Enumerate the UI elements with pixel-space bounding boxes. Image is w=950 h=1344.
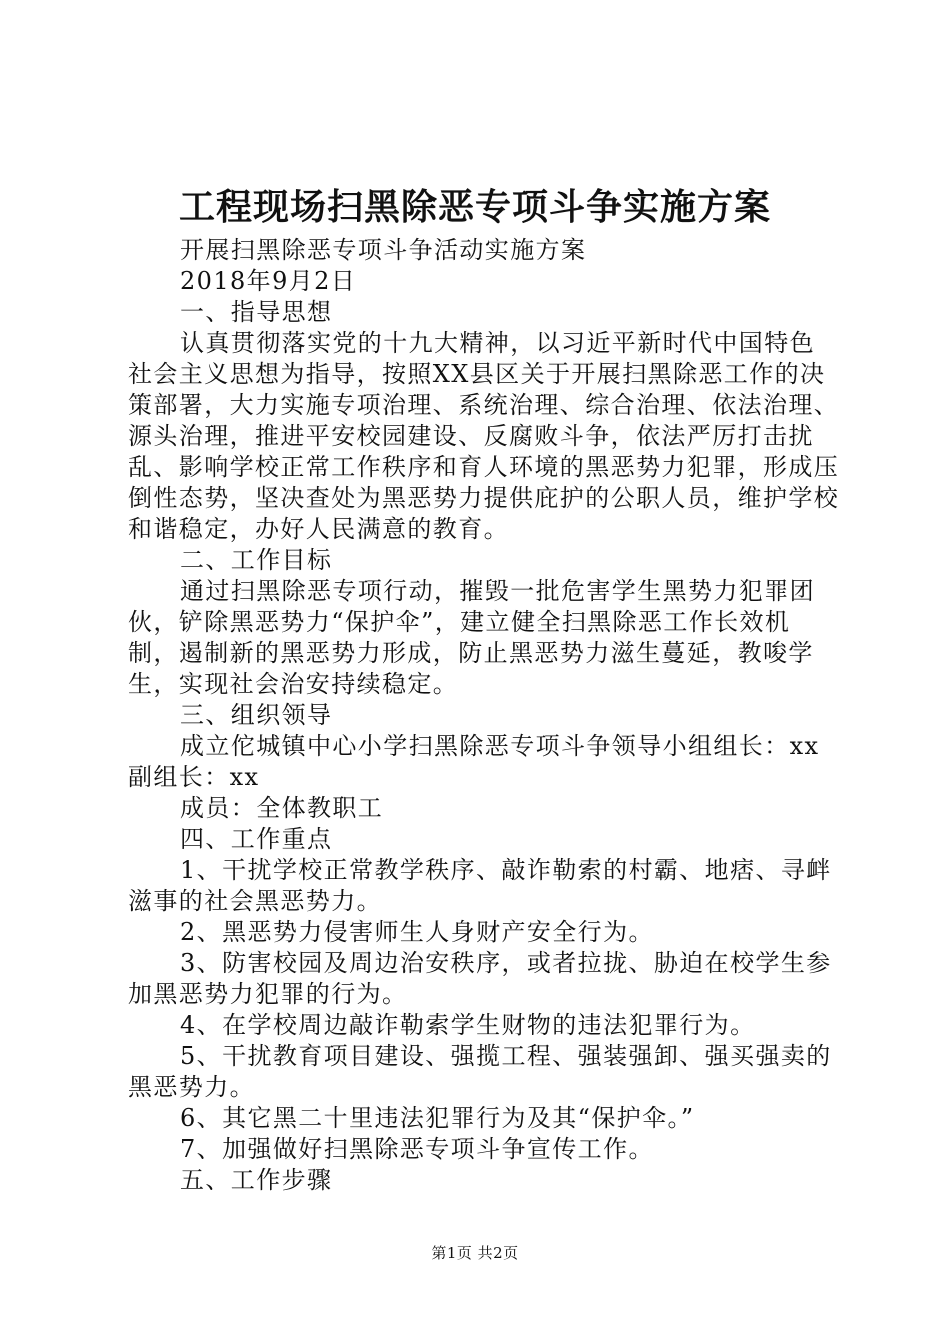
work-focus-item: 2、黑恶势力侵害师生人身财产安全行为。 <box>180 918 654 946</box>
leadership-group-paragraph: 成立佗城镇中心小学扫黑除恶专项斗争领导小组组长：xx副组长：xx <box>128 732 820 791</box>
section-heading-work-goals: 二、工作目标 <box>180 546 333 574</box>
section-heading-leadership: 三、组织领导 <box>180 701 333 729</box>
work-focus-item: 3、防害校园及周边治安秩序，或者拉拢、胁迫在校学生参加黑恶势力犯罪的行为。 <box>128 949 832 1008</box>
work-focus-item: 4、在学校周边敲诈勒索学生财物的违法犯罪行为。 <box>180 1011 756 1039</box>
date-paragraph: 2018年9月2日 <box>180 267 357 295</box>
work-focus-item: 1、干扰学校正常教学秩序、敲诈勒索的村霸、地痞、寻衅滋事的社会黑恶势力。 <box>128 856 832 915</box>
section-heading-guiding-ideology: 一、指导思想 <box>180 298 333 326</box>
document-body <box>128 235 840 1196</box>
work-focus-item: 7、加强做好扫黑除恶专项斗争宣传工作。 <box>180 1135 654 1163</box>
section-heading-work-focus: 四、工作重点 <box>180 825 333 853</box>
work-focus-item: 6、其它黑二十里违法犯罪行为及其“保护伞。” <box>180 1104 695 1132</box>
page-footer: 第1页 共2页 <box>431 1244 519 1262</box>
document-title: 工程现场扫黑除恶专项斗争实施方案 <box>178 186 771 228</box>
guiding-ideology-paragraph: 认真贯彻落实党的十九大精神，以习近平新时代中国特色社会主义思想为指导，按照XX县区关于开展扫黑除恶工作的决策部署，大力实施专项治理、系统治理、综合治理、依法治理、源头治理，推进平安校园建设、反腐败斗争，依法严厉打击扰乱、影响学校正常工作秩序和育人环境的黑恶势力犯罪，形成压倒性态势，坚决查处为黑恶势力提供庇护的公职人员，维护学校和谐稳定，办好人民满意的教育。 <box>128 329 840 543</box>
work-goals-paragraph: 通过扫黑除恶专项行动，摧毁一批危害学生黑势力犯罪团伙，铲除黑恶势力“保护伞”，建立健全扫黑除恶工作长效机制，遏制新的黑恶势力形成，防止黑恶势力滋生蔓延，教唆学生，实现社会治安持续稳定。 <box>128 577 815 698</box>
members-paragraph: 成员：全体教职工 <box>180 794 384 822</box>
section-heading-work-steps: 五、工作步骤 <box>180 1166 333 1194</box>
subtitle-paragraph: 开展扫黑除恶专项斗争活动实施方案 <box>180 236 587 264</box>
work-focus-item: 5、干扰教育项目建设、强揽工程、强装强卸、强买强卖的黑恶势力。 <box>128 1042 832 1101</box>
